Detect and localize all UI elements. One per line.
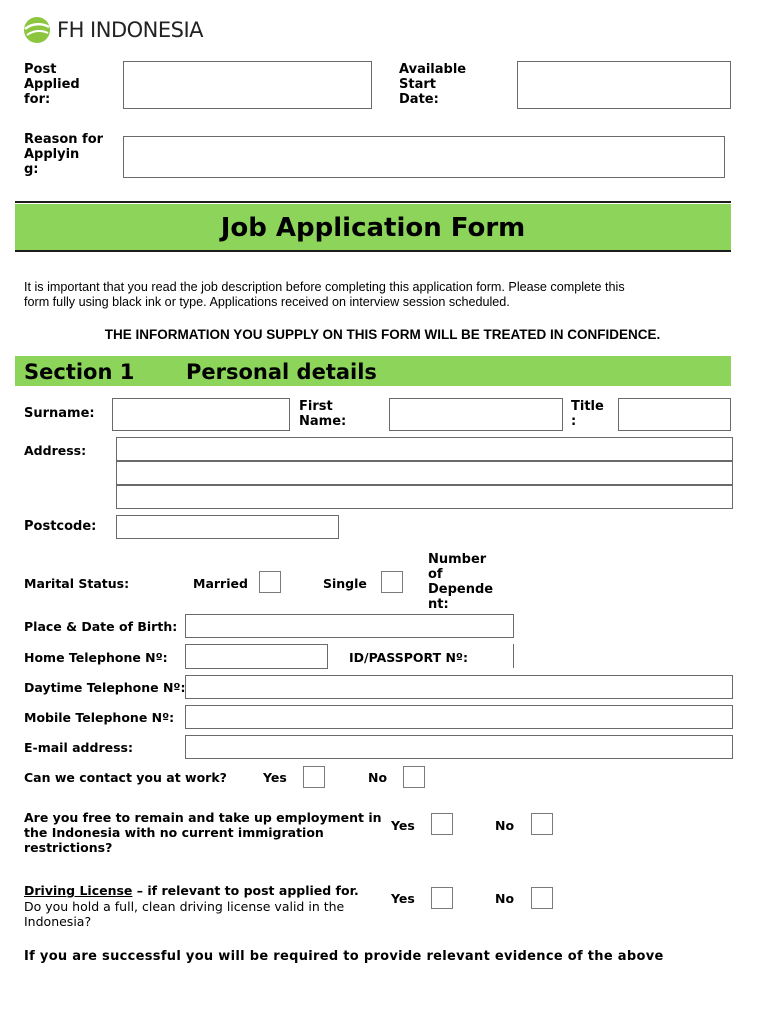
first-name-field[interactable] — [389, 398, 563, 431]
birth-field[interactable] — [185, 614, 514, 638]
evidence-note: If you are successful you will be required to provide relevant evidence of the above — [24, 949, 664, 964]
intro-line-1: It is important that you read the job description before completing this application form. Please complete this — [24, 280, 625, 294]
email-label: E-mail address: — [24, 740, 133, 755]
mobile-telephone-label: Mobile Telephone Nº: — [24, 710, 175, 725]
section-number: Section 1 — [24, 360, 135, 384]
married-checkbox[interactable] — [259, 571, 281, 593]
post-applied-field[interactable] — [123, 61, 372, 109]
address-label: Address: — [24, 443, 87, 458]
driving-license-heading: Driving License — [24, 883, 133, 898]
single-label: Single — [323, 576, 367, 591]
logo-text: FH INDONESIA — [57, 18, 204, 42]
contact-work-yes-checkbox[interactable] — [303, 766, 325, 788]
banner-top-rule — [15, 201, 731, 203]
home-telephone-field[interactable] — [185, 644, 328, 669]
driving-yes-checkbox[interactable] — [431, 887, 453, 909]
title-field[interactable] — [618, 398, 731, 431]
intro-line-2: form fully using black ink or type. Applications received on interview session scheduled. — [24, 295, 510, 309]
email-field[interactable] — [185, 735, 733, 759]
contact-at-work-label: Can we contact you at work? — [24, 770, 227, 785]
title-label: Title : — [571, 399, 604, 429]
contact-work-no-checkbox[interactable] — [403, 766, 425, 788]
address-line-1[interactable] — [116, 437, 733, 461]
address-line-3[interactable] — [116, 485, 733, 509]
section-title: Personal details — [186, 360, 377, 384]
immigration-no-checkbox[interactable] — [531, 813, 553, 835]
leaf-globe-icon — [22, 15, 52, 45]
married-label: Married — [193, 576, 248, 591]
surname-field[interactable] — [112, 398, 290, 431]
banner-bottom-rule — [15, 250, 731, 252]
confidential-note: THE INFORMATION YOU SUPPLY ON THIS FORM WILL BE TREATED IN CONFIDENCE. — [104, 327, 661, 342]
mobile-telephone-field[interactable] — [185, 705, 733, 729]
available-start-date-field[interactable] — [517, 61, 731, 109]
form-title: Job Application Form — [220, 213, 526, 243]
brand-logo — [22, 14, 203, 46]
address-line-2[interactable] — [116, 461, 733, 485]
dependents-label: Number of Depende nt: — [428, 552, 494, 612]
driving-license-heading-rest: – if relevant to post applied for. — [132, 883, 359, 898]
contact-work-no-label: No — [368, 770, 388, 785]
immigration-question: Are you free to remain and take up employment in the Indonesia with no current immigration restrictions? — [24, 810, 382, 855]
immigration-no-label: No — [495, 818, 515, 833]
reason-label: Reason for Applyin g: — [24, 132, 104, 177]
daytime-telephone-field[interactable] — [185, 675, 733, 699]
post-applied-label: Post Applied for: — [24, 62, 80, 107]
birth-label: Place & Date of Birth: — [24, 619, 178, 634]
reason-field[interactable] — [123, 136, 725, 178]
home-telephone-label: Home Telephone Nº: — [24, 650, 168, 665]
single-checkbox[interactable] — [381, 571, 403, 593]
driving-yes-label: Yes — [391, 891, 415, 906]
postcode-field[interactable] — [116, 515, 339, 539]
driving-no-label: No — [495, 891, 515, 906]
daytime-telephone-label: Daytime Telephone Nº: — [24, 680, 186, 695]
immigration-yes-label: Yes — [391, 818, 415, 833]
driving-license-heading-line — [24, 883, 384, 898]
surname-label: Surname: — [24, 406, 95, 421]
id-passport-field-edge[interactable] — [513, 644, 514, 668]
marital-status-label: Marital Status: — [24, 576, 130, 591]
first-name-label: First Name: — [299, 399, 347, 429]
available-start-date-label: Available Start Date: — [399, 62, 467, 107]
driving-license-question: Do you hold a full, clean driving license valid in the Indonesia? — [24, 899, 345, 929]
contact-work-yes-label: Yes — [263, 770, 287, 785]
id-passport-label: ID/PASSPORT Nº: — [349, 650, 468, 665]
driving-no-checkbox[interactable] — [531, 887, 553, 909]
postcode-label: Postcode: — [24, 519, 97, 534]
immigration-yes-checkbox[interactable] — [431, 813, 453, 835]
